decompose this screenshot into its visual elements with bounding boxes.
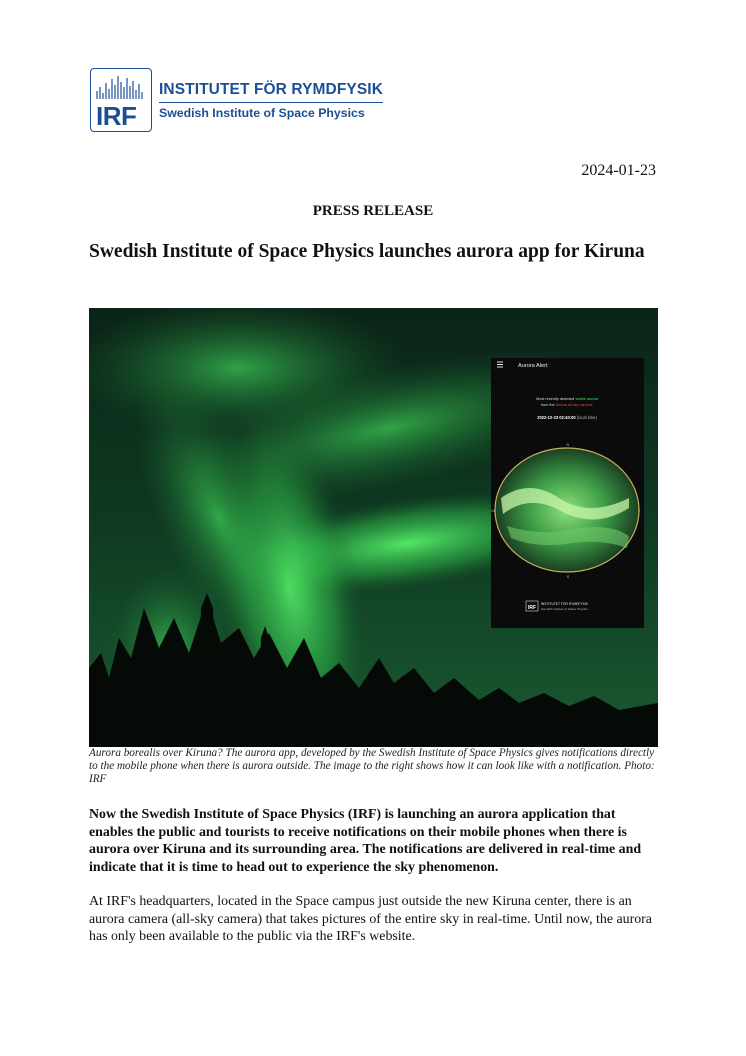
logo-text bbox=[159, 81, 383, 120]
app-title: Aurora Alert bbox=[518, 363, 548, 369]
irf-logo bbox=[90, 68, 383, 132]
dir-n: N bbox=[566, 442, 570, 447]
photo-caption: Aurora borealis over Kiruna? The aurora app, developed by the Swedish Institute of Space Physics gives notifications directly to the mobile phone when there is aurora outside. The image to the right shows how it can look like with a notification. Photo: IRF bbox=[89, 747, 655, 785]
logo-name-en: Swedish Institute of Space Physics bbox=[159, 105, 365, 120]
aurora-photo bbox=[89, 308, 658, 747]
dir-s: S bbox=[566, 574, 570, 579]
app-org-sv: INSTITUTET FÖR RYMDFYSIK bbox=[541, 602, 588, 606]
logo-name-sv: INSTITUTET FÖR RYMDFYSIK bbox=[159, 81, 383, 103]
app-org-en: Swedish Institute of Space Physics bbox=[541, 607, 588, 611]
logo-emblem bbox=[90, 68, 152, 132]
app-timestamp: 2022-12-23 02:40:00 (local time) bbox=[537, 415, 597, 420]
body-paragraph: At IRF's headquarters, located in the Space campus just outside the new Kiruna center, there is an aurora camera (all-sky camera) that takes pictures of the entire sky in real-time. Until now, the aurora has only been available to the public via the IRF's website. bbox=[89, 894, 652, 944]
lead-paragraph: Now the Swedish Institute of Space Physics (IRF) is launching an aurora application that enables the public and tourists to receive notifications on their mobile phones when there is aurora over Kiruna and its surrounding area. The notifications are delivered in real-time and indicate that it is time to head out to experience the sky phenomenon. bbox=[89, 807, 642, 875]
spectrum-icon bbox=[94, 73, 148, 103]
app-line2: from the Kiruna all-sky camera: bbox=[540, 403, 594, 407]
aurora-image bbox=[89, 308, 658, 747]
headline: Swedish Institute of Space Physics launches aurora app for Kiruna bbox=[89, 241, 645, 262]
press-release-label: PRESS RELEASE bbox=[312, 203, 434, 219]
release-date: 2024-01-23 bbox=[581, 162, 656, 179]
app-line1: Most recently detected visible aurora bbox=[536, 397, 598, 401]
svg-text:IRF: IRF bbox=[527, 605, 537, 611]
logo-abbr: IRF bbox=[96, 101, 137, 131]
app-screenshot bbox=[491, 358, 644, 628]
dir-w: W bbox=[491, 508, 495, 513]
